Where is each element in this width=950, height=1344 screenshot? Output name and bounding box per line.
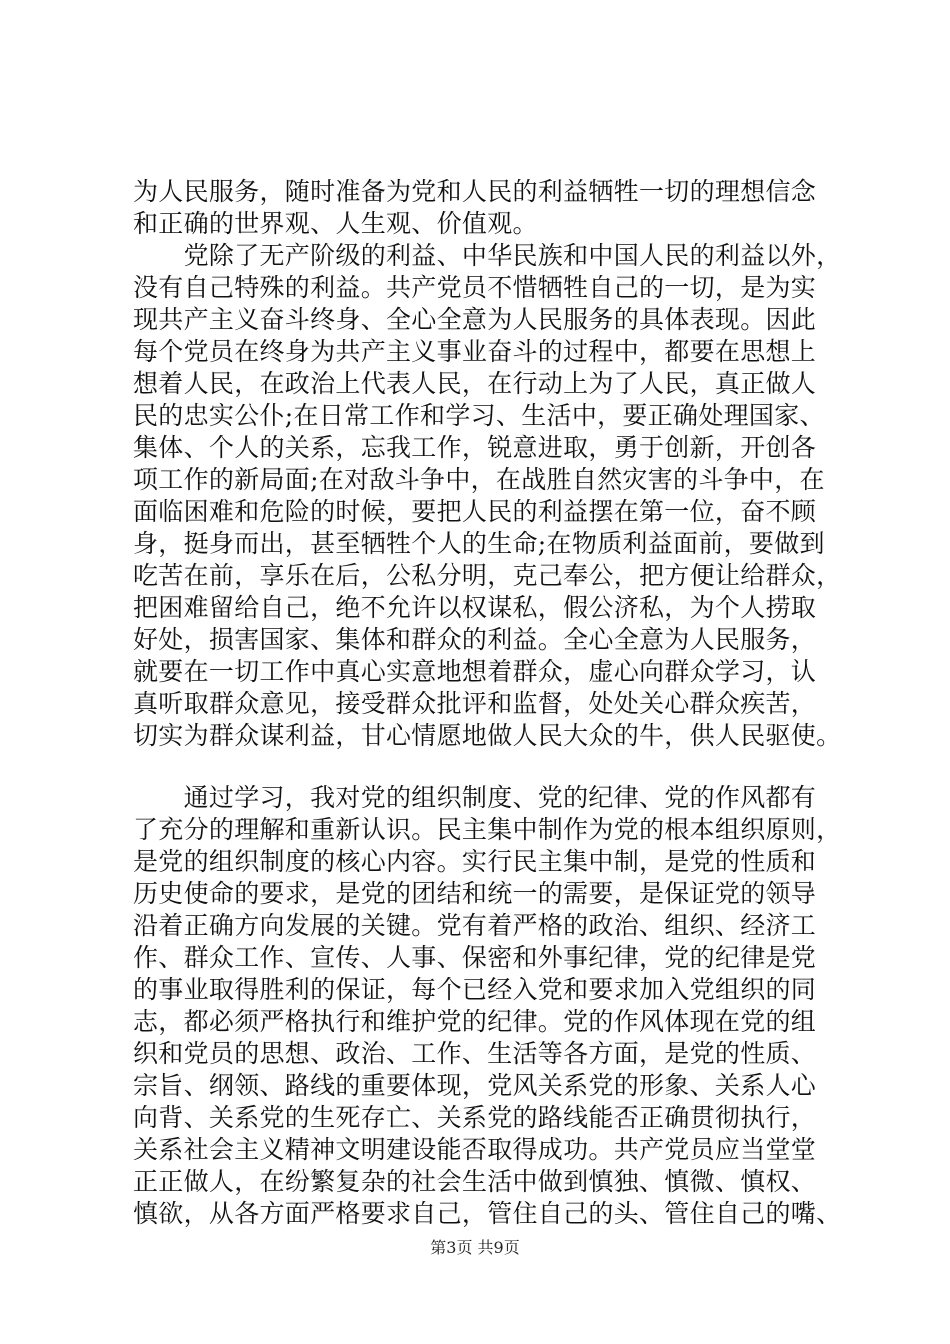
text-line: 是党的组织制度的核心内容。实行民主集中制，是党的性质和	[133, 847, 817, 876]
text-line: 切实为群众谋利益，甘心情愿地做人民大众的牛，供人民驱使。	[133, 721, 842, 750]
text-line: 项工作的新局面;在对敌斗争中，在战胜自然灾害的斗争中，在	[133, 465, 825, 494]
text-line: 身，挺身而出，甚至牺牲个人的生命;在物质利益面前，要做到	[133, 529, 825, 558]
text-line: 和正确的世界观、人生观、价值观。	[133, 209, 538, 238]
text-line: 关系社会主义精神文明建设能否取得成功。共产党员应当堂堂	[133, 1135, 817, 1164]
text-line: 了充分的理解和重新认识。民主集中制作为党的根本组织原则，	[133, 815, 842, 844]
text-line: 把困难留给自己，绝不允许以权谋私，假公济私，为个人捞取	[133, 593, 817, 622]
text-line: 没有自己特殊的利益。共产党员不惜牺牲自己的一切，是为实	[133, 273, 817, 302]
text-line: 慎欲，从各方面严格要求自己，管住自己的头、管住自己的嘴、	[133, 1199, 842, 1228]
text-line: 民的忠实公仆;在日常工作和学习、生活中，要正确处理国家、	[133, 401, 825, 430]
text-line: 想着人民，在政治上代表人民，在行动上为了人民，真正做人	[133, 369, 817, 398]
text-line: 的事业取得胜利的保证，每个已经入党和要求加入党组织的同	[133, 975, 817, 1004]
text-line: 志，都必须严格执行和维护党的纪律。党的作风体现在党的组	[133, 1007, 817, 1036]
text-line: 通过学习，我对党的组织制度、党的纪律、党的作风都有	[133, 783, 817, 812]
text-line: 真听取群众意见，接受群众批评和监督，处处关心群众疾苦，	[133, 689, 817, 718]
text-line: 为人民服务，随时准备为党和人民的利益牺牲一切的理想信念	[133, 177, 817, 206]
text-line: 集体、个人的关系，忘我工作，锐意进取，勇于创新，开创各	[133, 433, 817, 462]
text-line: 宗旨、纲领、路线的重要体现，党风关系党的形象、关系人心	[133, 1071, 817, 1100]
text-line: 作、群众工作、宣传、人事、保密和外事纪律，党的纪律是党	[133, 943, 817, 972]
text-line: 沿着正确方向发展的关键。党有着严格的政治、组织、经济工	[133, 911, 817, 940]
text-line: 面临困难和危险的时候，要把人民的利益摆在第一位，奋不顾	[133, 497, 817, 526]
text-line: 就要在一切工作中真心实意地想着群众，虚心向群众学习，认	[133, 657, 817, 686]
text-line: 织和党员的思想、政治、工作、生活等各方面，是党的性质、	[133, 1039, 817, 1068]
text-line: 向背、关系党的生死存亡、关系党的路线能否正确贯彻执行，	[133, 1103, 817, 1132]
text-line: 好处，损害国家、集体和群众的利益。全心全意为人民服务，	[133, 625, 817, 654]
text-line: 吃苦在前，享乐在后，公私分明，克己奉公，把方便让给群众，	[133, 561, 842, 590]
text-line: 正正做人，在纷繁复杂的社会生活中做到慎独、慎微、慎权、	[133, 1167, 817, 1196]
text-line: 党除了无产阶级的利益、中华民族和中国人民的利益以外，	[133, 241, 842, 270]
text-line: 历史使命的要求，是党的团结和统一的需要，是保证党的领导	[133, 879, 817, 908]
text-line: 现共产主义奋斗终身、全心全意为人民服务的具体表现。因此	[133, 305, 817, 334]
text-line: 每个党员在终身为共产主义事业奋斗的过程中，都要在思想上	[133, 337, 817, 366]
page-number-footer: 第3页 共9页	[430, 1238, 520, 1257]
